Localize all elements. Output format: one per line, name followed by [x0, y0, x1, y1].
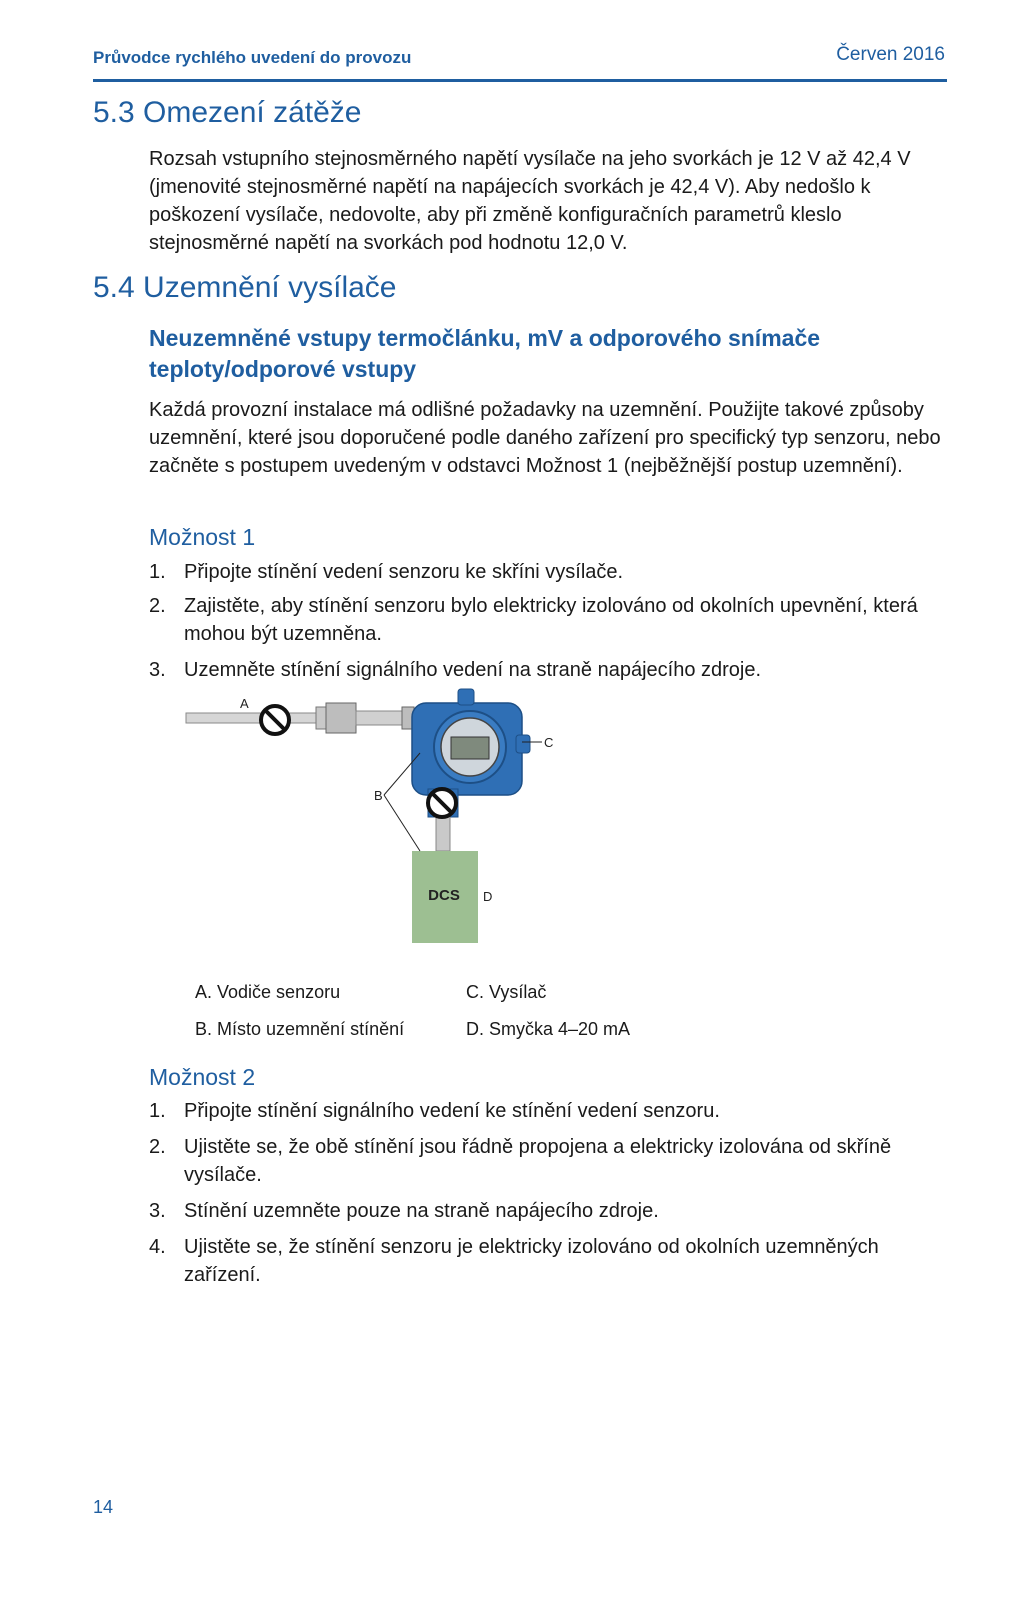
list-number: 1. [149, 1100, 166, 1122]
legend-a: A. Vodiče senzoru [195, 982, 341, 1002]
no-ground-icon [428, 789, 456, 817]
section-5-4-subtitle: Neuzemněné vstupy termočlánku, mV a odporového snímače teploty/odporové vstupy [149, 325, 821, 382]
option-2-title: Možnost 2 [149, 1064, 256, 1090]
list-item [149, 1197, 949, 1225]
header-divider [93, 79, 947, 82]
list-text: Stínění uzemněte pouze na straně napájecího zdroje. [184, 1200, 659, 1222]
sensor-probe [186, 713, 316, 723]
signal-conduit [436, 815, 450, 851]
callout-a: A [240, 696, 249, 711]
list-number: 1. [149, 561, 166, 583]
list-text: Ujistěte se, že stínění senzoru je elektricky izolováno od okolních uzemněných zařízení. [184, 1236, 879, 1286]
section-5-3-text: Rozsah vstupního stejnosměrného napětí vysílače na jeho svorkách je 12 V až 42,4 V (jmenovité stejnosměrné napětí na napájecích svorkách je 42,4 V). Aby nedošlo k poškození vysílače, nedovolte, aby při změně konfiguračních parametrů kleslo stejnosměrné napětí na svorkách pod hodnotu 12,0 V. [149, 148, 911, 254]
section-5-4-text: Každá provozní instalace má odlišné požadavky na uzemnění. Použijte takové způsoby uzemnění, které jsou doporučené podle daného zařízení pro specifický typ senzoru, nebo začněte s postupem uvedeným v odstavci Možnost 1 (nejběžnější postup uzemnění). [149, 399, 941, 477]
guide-title: Průvodce rychlého uvedení do provozu [93, 48, 412, 67]
no-ground-icon [261, 706, 289, 734]
callout-d: D [483, 889, 493, 904]
list-text: Připojte stínění signálního vedení ke stínění vedení senzoru. [184, 1100, 720, 1122]
sensor-nut [326, 703, 356, 733]
list-item [149, 558, 949, 586]
section-title-5-4: 5.4 Uzemnění vysílače [93, 271, 397, 304]
list-number: 3. [149, 1200, 166, 1222]
housing-lug [458, 689, 474, 705]
header-date: Červen 2016 [836, 44, 945, 65]
legend-c: C. Vysílač [466, 982, 547, 1002]
list-number: 2. [149, 1136, 166, 1158]
legend-d: D. Smyčka 4–20 mA [466, 1019, 631, 1039]
list-text: Uzemněte stínění signálního vedení na straně napájecího zdroje. [184, 659, 762, 681]
sensor-extension [356, 711, 406, 725]
lcd-screen [451, 737, 489, 759]
list-number: 2. [149, 595, 166, 617]
list-item [149, 656, 949, 684]
housing-side-port [516, 735, 530, 753]
list-text: Zajistěte, aby stínění senzoru bylo elektricky izolováno od okolních upevnění, která mohou být uzemněna. [184, 595, 918, 645]
list-number: 4. [149, 1236, 166, 1258]
section-title-5-3: 5.3 Omezení zátěže [93, 96, 362, 129]
dcs-label: DCS [428, 887, 460, 904]
option-1-title: Možnost 1 [149, 524, 256, 550]
list-item [149, 1097, 949, 1125]
grounding-diagram [180, 685, 580, 947]
list-text: Ujistěte se, že obě stínění jsou řádně propojena a elektricky izolována od skříně vysílače. [184, 1136, 892, 1186]
legend-b: B. Místo uzemnění stínění [195, 1019, 405, 1039]
list-item [149, 1133, 949, 1189]
list-item [149, 592, 949, 648]
page-number: 14 [93, 1497, 114, 1517]
list-item [149, 1233, 949, 1289]
callout-b: B [374, 788, 383, 803]
leader-line-b-lower [384, 795, 420, 851]
list-text: Připojte stínění vedení senzoru ke skříni vysílače. [184, 561, 624, 583]
list-number: 3. [149, 659, 166, 681]
callout-c: C [544, 735, 554, 750]
